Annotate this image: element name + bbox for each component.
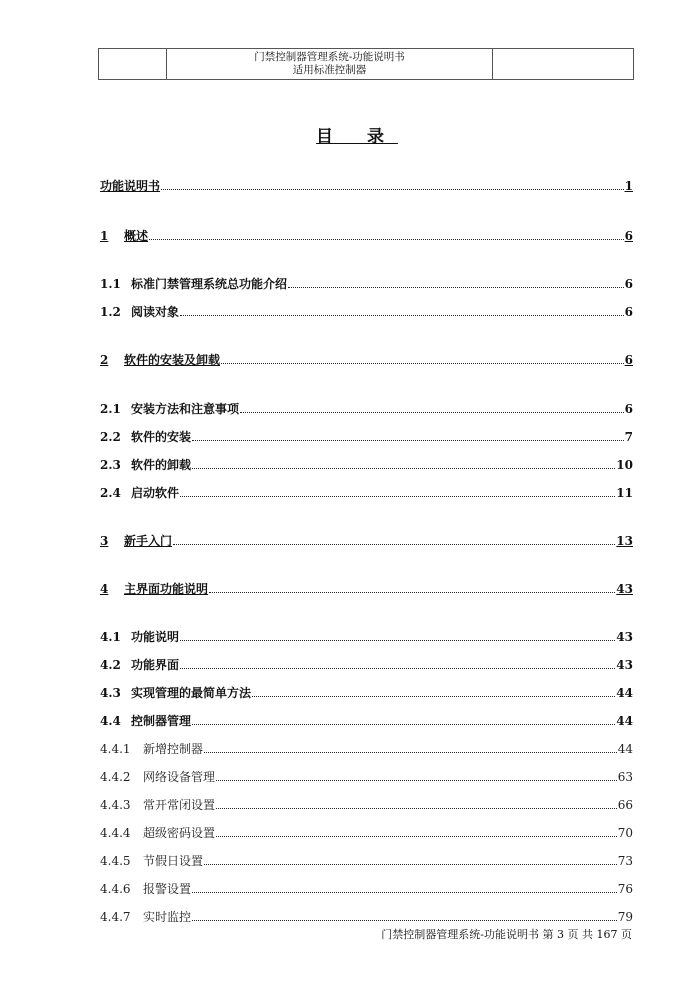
toc-dot-leader [240,411,624,413]
toc-entry-page: 70 [617,826,633,840]
toc-entry[interactable] [100,274,633,292]
toc-entry[interactable] [100,711,633,729]
toc-entry-title: 功能说明书 [100,179,161,193]
toc-entry-number: 4.3 [100,686,121,700]
toc-entry-number: 2.2 [100,430,121,444]
toc-entry-number: 4.4.6 [100,882,131,896]
toc-entry-title: 控制器管理 [131,714,192,728]
toc-entry-number: 1.1 [100,277,121,291]
toc-entry-page: 6 [624,402,633,416]
toc-entry-title: 安装方法和注意事项 [131,402,240,416]
toc-entry[interactable] [100,350,633,368]
header-right-cell [493,49,633,79]
toc-entry-page: 43 [616,582,633,596]
header-line-1: 门禁控制器管理系统-功能说明书 [254,51,405,63]
toc-entry-page: 44 [616,714,633,728]
toc-entry-title: 功能界面 [131,658,180,672]
toc-entry-title: 常开常闭设置 [143,798,216,812]
toc-entry-title: 软件的安装及卸载 [124,353,221,367]
page-header [98,48,634,80]
toc-entry-number: 3 [100,534,109,548]
toc-dot-leader [216,835,617,837]
toc-dot-leader [204,751,617,753]
toc-entry-title: 实时监控 [143,910,192,924]
toc-dot-leader [180,495,615,497]
toc-entry-title: 标准门禁管理系统总功能介绍 [131,277,288,291]
toc-dot-leader [204,863,617,865]
toc-entry-number: 2.1 [100,402,121,416]
toc-entry-title: 超级密码设置 [143,826,216,840]
toc-entry-page: 73 [617,854,633,868]
toc-entry-page: 43 [616,630,633,644]
toc-entry-page: 76 [617,882,633,896]
toc-dot-leader [192,919,617,921]
toc-entry-number: 4.4.1 [100,742,131,756]
toc-title: 目 录 [316,127,398,147]
toc-entry[interactable] [100,427,633,445]
toc-entry[interactable] [100,851,633,869]
toc-entry-title: 启动软件 [131,486,180,500]
header-left-cell [99,49,166,79]
toc-dot-leader [252,695,615,697]
toc-entry[interactable] [100,531,633,549]
toc-dot-leader [221,362,624,364]
toc-entry-title: 软件的卸载 [131,458,192,472]
toc-dot-leader [192,723,615,725]
toc-entry-number: 4.4.5 [100,854,131,868]
toc-entry-page: 44 [617,742,633,756]
toc-entry[interactable] [100,879,633,897]
toc-dot-leader [192,439,624,441]
toc-dot-leader [209,591,615,593]
toc-entry-page: 44 [616,686,633,700]
toc-entry-page: 1 [624,179,633,193]
toc-entry[interactable] [100,767,633,785]
toc-entry-title: 阅读对象 [131,305,180,319]
toc-entry-page: 79 [617,910,633,924]
toc-entry[interactable] [100,226,633,244]
toc-entry[interactable] [100,455,633,473]
toc-dot-leader [192,891,617,893]
toc-entry-title: 新增控制器 [143,742,204,756]
toc-dot-leader [161,188,624,190]
toc-dot-leader [180,639,615,641]
toc-entry-number: 1.2 [100,305,121,319]
toc-entry-number: 4.4.4 [100,826,131,840]
toc-entry[interactable] [100,655,633,673]
toc-entry[interactable] [100,739,633,757]
toc-dot-leader [216,779,617,781]
toc-entry[interactable] [100,627,633,645]
toc-entry[interactable] [100,683,633,701]
toc-entry-page: 43 [616,658,633,672]
toc-entry-number: 4.4 [100,714,121,728]
toc-entry-page: 7 [624,430,633,444]
toc-entry-number: 4.4.3 [100,798,131,812]
toc-dot-leader [216,807,617,809]
toc-entry[interactable] [100,176,633,194]
toc-entry-number: 1 [100,229,109,243]
header-line-2: 适用标准控制器 [292,64,367,76]
toc-entry-page: 11 [616,486,633,500]
toc-dot-leader [288,286,624,288]
toc-entry-title: 主界面功能说明 [124,582,209,596]
toc-entry-page: 63 [617,770,633,784]
toc-entry-title: 网络设备管理 [143,770,216,784]
toc-entry-page: 6 [624,305,633,319]
toc-dot-leader [192,467,615,469]
toc-entry-page: 6 [624,353,633,367]
toc-entry-title: 概述 [124,229,149,243]
toc-entry-page: 13 [616,534,633,548]
toc-entry[interactable] [100,907,633,925]
toc-entry[interactable] [100,483,633,501]
toc-entry[interactable] [100,579,633,597]
toc-entry-number: 4.4.2 [100,770,131,784]
toc-entry-title: 新手入门 [124,534,173,548]
toc-entry-number: 2.4 [100,486,121,500]
page-footer: 门禁控制器管理系统-功能说明书 第 3 页 共 167 页 [381,928,632,941]
toc-entry-title: 实现管理的最简单方法 [131,686,252,700]
toc-entry-number: 4.1 [100,630,121,644]
toc-entry-title: 软件的安装 [131,430,192,444]
toc-entry-page: 66 [617,798,633,812]
toc-entry[interactable] [100,795,633,813]
header-title-cell [166,49,493,79]
toc-entry-number: 4.2 [100,658,121,672]
toc-entry-number: 2 [100,353,109,367]
toc-entry-page: 6 [624,277,633,291]
toc-entry-number: 4.4.7 [100,910,131,924]
toc-entry-title: 功能说明 [131,630,180,644]
toc-entry[interactable] [100,823,633,841]
toc-dot-leader [180,667,615,669]
toc-dot-leader [173,543,615,545]
toc-entry-page: 6 [624,229,633,243]
toc-entry-number: 4 [100,582,109,596]
toc-dot-leader [149,238,624,240]
toc-entry[interactable] [100,399,633,417]
toc-entry-number: 2.3 [100,458,121,472]
toc-entry[interactable] [100,302,633,320]
toc-entry-title: 节假日设置 [143,854,204,868]
toc-entry-title: 报警设置 [143,882,192,896]
toc-entry-page: 10 [616,458,633,472]
toc-dot-leader [180,314,624,316]
